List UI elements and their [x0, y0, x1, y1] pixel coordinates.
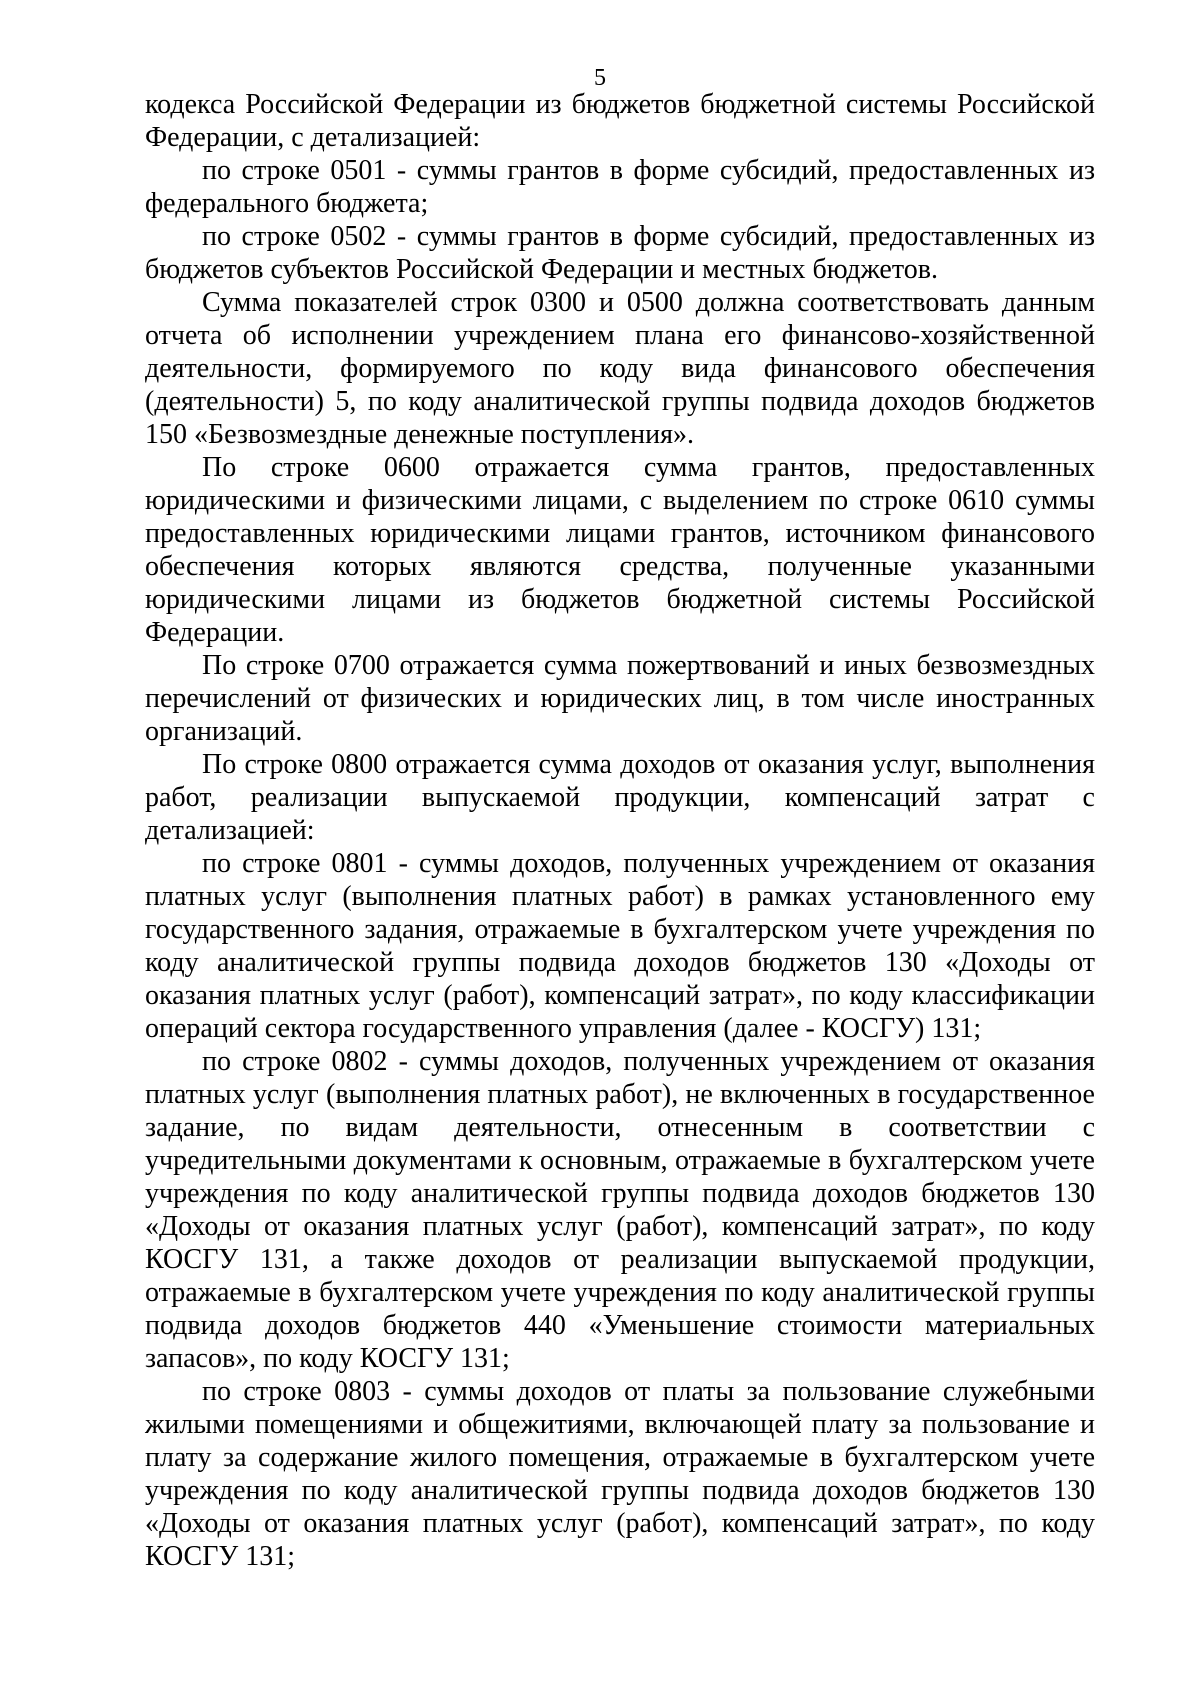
paragraph: по строке 0801 - суммы доходов, полученных учреждением от оказания платных услуг (выполнения платных работ) в рамках установленного ему государственного задания, отражаемые в бухгалтерском учете учреждения по коду аналитической группы подвида доходов бюджетов 130 «Доходы от оказания платных услуг (работ), компенсаций затрат», по коду классификации операций сектора государственного управления (далее - КОСГУ) 131; — [145, 848, 1095, 1044]
paragraph: кодекса Российской Федерации из бюджетов бюджетной системы Российской Федерации, с детализацией: — [145, 89, 1095, 153]
paragraph: по строке 0802 - суммы доходов, полученных учреждением от оказания платных услуг (выполнения платных работ), не включенных в государственное задание, по видам деятельности, отнесенным в соответствии с учредительными документами к основным, отражаемые в бухгалтерском учете учреждения по коду аналитической группы подвида доходов бюджетов 130 «Доходы от оказания платных услуг (работ), компенсаций затрат», по коду КОСГУ 131, а также доходов от реализации выпускаемой продукции, отражаемые в бухгалтерском учете учреждения по коду аналитической группы подвида доходов бюджетов 440 «Уменьшение стоимости материальных запасов», по коду КОСГУ 131; — [145, 1046, 1095, 1374]
page-number: 5 — [594, 65, 606, 91]
document-body — [145, 88, 1095, 1573]
paragraph: Сумма показателей строк 0300 и 0500 должна соответствовать данным отчета об исполнении учреждением плана его финансово-хозяйственной деятельности, формируемого по коду вида финансового обеспечения (деятельности) 5, по коду аналитической группы подвида доходов бюджетов 150 «Безвозмездные денежные поступления». — [145, 287, 1095, 450]
paragraph: По строке 0600 отражается сумма грантов, предоставленных юридическими и физическими лицами, с выделением по строке 0610 суммы предоставленных юридическими лицами грантов, источником финансового обеспечения которых являются средства, полученные указанными юридическими лицами из бюджетов бюджетной системы Российской Федерации. — [145, 452, 1095, 648]
paragraph: по строке 0501 - суммы грантов в форме субсидий, предоставленных из федерального бюджета; — [145, 155, 1095, 219]
paragraph: По строке 0700 отражается сумма пожертвований и иных безвозмездных перечислений от физических и юридических лиц, в том числе иностранных организаций. — [145, 650, 1095, 747]
paragraph: по строке 0803 - суммы доходов от платы за пользование служебными жилыми помещениями и общежитиями, включающей плату за пользование и плату за содержание жилого помещения, отражаемые в бухгалтерском учете учреждения по коду аналитической группы подвида доходов бюджетов 130 «Доходы от оказания платных услуг (работ), компенсаций затрат», по коду КОСГУ 131; — [145, 1376, 1095, 1572]
paragraph: по строке 0502 - суммы грантов в форме субсидий, предоставленных из бюджетов субъектов Российской Федерации и местных бюджетов. — [145, 221, 1095, 285]
paragraph: По строке 0800 отражается сумма доходов от оказания услуг, выполнения работ, реализации выпускаемой продукции, компенсаций затрат с детализацией: — [145, 749, 1095, 846]
